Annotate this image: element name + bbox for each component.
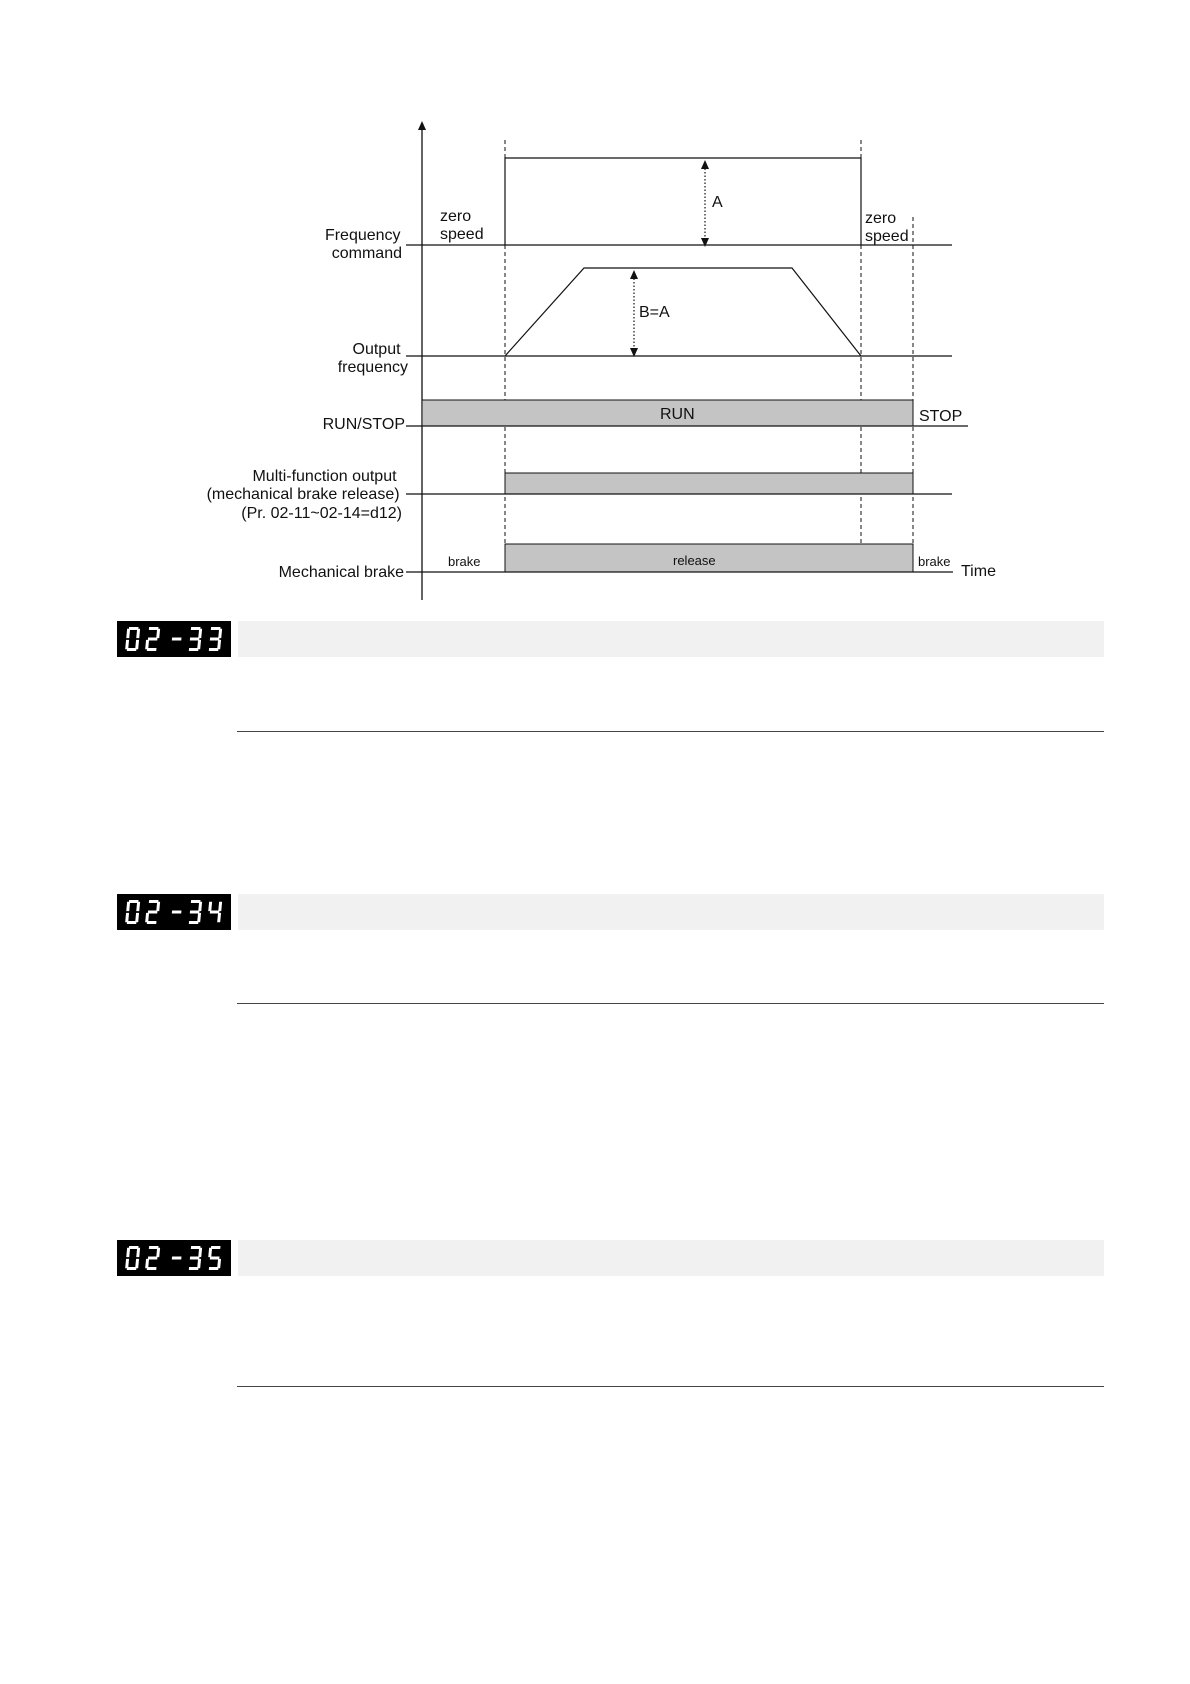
brake-release-output-bar: [505, 473, 913, 494]
section-rule: [237, 731, 1104, 732]
segment-a: [149, 627, 159, 630]
segment-d: [147, 648, 157, 651]
parameter-header-02-33: [117, 621, 1104, 657]
zero-speed-left-label: zero speed: [440, 208, 484, 243]
segment-e: [125, 1259, 129, 1268]
segment-c: [217, 1259, 221, 1268]
b-arrow-top: [630, 270, 638, 279]
segment-c: [217, 913, 221, 922]
segment-e: [145, 640, 149, 649]
a-arrow-top: [701, 160, 709, 169]
mechanical-brake-label: Mechanical brake: [278, 564, 404, 581]
segment-b: [198, 1248, 202, 1257]
time-axis-label: Time: [961, 563, 996, 580]
segment-g: [172, 911, 182, 914]
seven-segment-code-icon: [123, 625, 227, 653]
parameter-code-display: [117, 894, 231, 930]
segment-e: [145, 913, 149, 922]
a-label: A: [712, 194, 723, 211]
parameter-header-02-35: [117, 1240, 1104, 1276]
segment-f: [208, 1248, 212, 1257]
segment-c: [135, 1259, 139, 1268]
section-rule: [237, 1003, 1104, 1004]
segment-g: [190, 1257, 200, 1260]
output-frequency-label: Output frequency: [337, 341, 408, 376]
segment-b: [156, 629, 160, 638]
segment-f: [208, 902, 212, 911]
segment-b: [136, 902, 140, 911]
segment-d: [147, 921, 157, 924]
segment-e: [125, 640, 129, 649]
segment-c: [217, 640, 221, 649]
segment-f: [126, 629, 130, 638]
segment-a: [211, 627, 221, 630]
segment-e: [125, 913, 129, 922]
segment-a: [191, 1246, 201, 1249]
a-arrow-bottom: [701, 238, 709, 247]
segment-g: [172, 638, 182, 641]
segment-g: [190, 638, 200, 641]
run-stop-label: RUN/STOP: [322, 416, 405, 433]
brake-right-label: brake: [918, 554, 951, 569]
segment-g: [148, 638, 158, 641]
segment-d: [189, 1267, 199, 1270]
output-frequency-waveform: [505, 268, 861, 356]
segment-b: [156, 1248, 160, 1257]
segment-a: [129, 1246, 139, 1249]
segment-c: [197, 640, 201, 649]
frequency-command-waveform: [505, 158, 861, 245]
segment-d: [127, 921, 137, 924]
seven-segment-code-icon: [123, 1244, 227, 1272]
segment-d: [189, 921, 199, 924]
segment-c: [135, 913, 139, 922]
brake-left-label: brake: [448, 554, 481, 569]
run-label: RUN: [660, 406, 695, 423]
vertical-axis-arrow: [418, 121, 426, 130]
segment-g: [210, 638, 220, 641]
segment-f: [126, 1248, 130, 1257]
segment-a: [149, 1246, 159, 1249]
parameter-title-band: [238, 621, 1104, 657]
segment-b: [198, 902, 202, 911]
segment-e: [145, 1259, 149, 1268]
segment-a: [191, 900, 201, 903]
multi-function-output-label: Multi-function output (mechanical brake release) (Pr. 02-11~02-14=d12): [206, 468, 402, 522]
timing-diagram: [0, 0, 1190, 620]
frequency-command-label: Frequency command: [324, 227, 402, 262]
segment-d: [127, 1267, 137, 1270]
segment-d: [209, 1267, 219, 1270]
segment-a: [129, 900, 139, 903]
segment-a: [211, 1246, 221, 1249]
segment-b: [156, 902, 160, 911]
parameter-header-02-34: [117, 894, 1104, 930]
section-rule: [237, 1386, 1104, 1387]
segment-a: [149, 900, 159, 903]
segment-b: [218, 629, 222, 638]
segment-b: [136, 1248, 140, 1257]
parameter-title-band: [238, 894, 1104, 930]
segment-g: [210, 1257, 220, 1260]
parameter-code-display: [117, 1240, 231, 1276]
segment-b: [136, 629, 140, 638]
segment-c: [197, 913, 201, 922]
segment-d: [189, 648, 199, 651]
segment-g: [210, 911, 220, 914]
release-label: release: [673, 553, 716, 568]
segment-d: [127, 648, 137, 651]
segment-g: [190, 911, 200, 914]
segment-c: [197, 1259, 201, 1268]
segment-g: [148, 911, 158, 914]
segment-a: [191, 627, 201, 630]
segment-a: [129, 627, 139, 630]
segment-g: [148, 1257, 158, 1260]
zero-speed-right-label: zero speed: [865, 210, 909, 245]
segment-b: [218, 902, 222, 911]
segment-d: [147, 1267, 157, 1270]
segment-b: [198, 629, 202, 638]
stop-label: STOP: [919, 408, 963, 425]
segment-d: [209, 648, 219, 651]
seven-segment-code-icon: [123, 898, 227, 926]
segment-c: [135, 640, 139, 649]
segment-g: [172, 1257, 182, 1260]
segment-f: [126, 902, 130, 911]
parameter-title-band: [238, 1240, 1104, 1276]
b-equals-a-label: B=A: [639, 304, 670, 321]
parameter-code-display: [117, 621, 231, 657]
